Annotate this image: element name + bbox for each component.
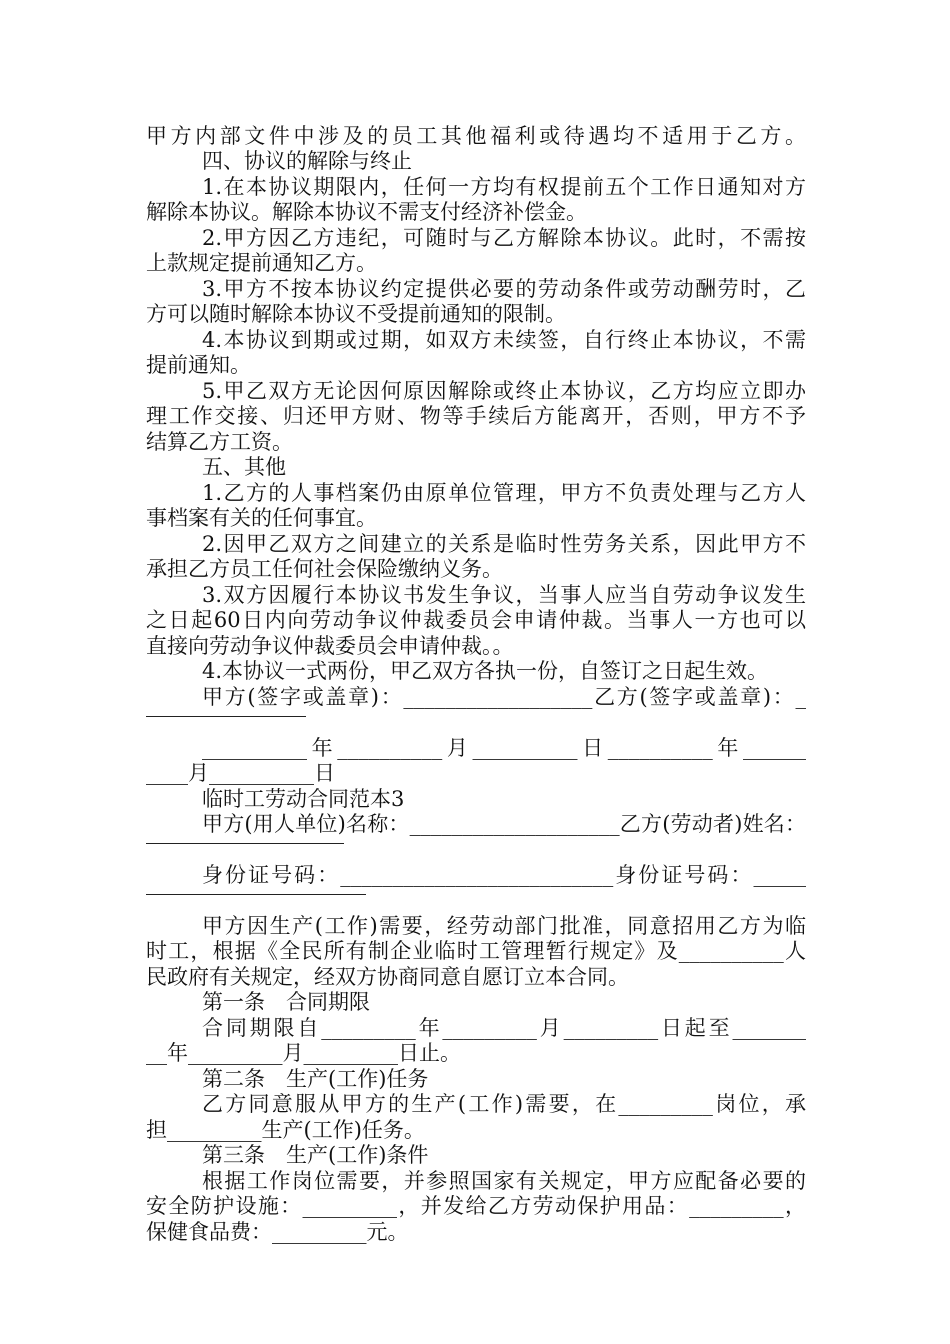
paragraph-line: 3.甲方不按本协议约定提供必要的劳动条件或劳动酬劳时，乙: [202, 277, 806, 301]
paragraph-line: 乙方同意服从甲方的生产(工作)需要，在_________岗位，承: [202, 1092, 806, 1116]
paragraph-line: 根据工作岗位需要，并参照国家有关规定，甲方应配备必要的: [202, 1169, 806, 1193]
article-heading: 第一条 合同期限: [202, 990, 370, 1014]
paragraph-line: 4.本协议到期或过期，如双方未续签，自行终止本协议，不需: [202, 328, 806, 352]
section-heading: 五、其他: [202, 455, 286, 479]
paragraph-line: 事档案有关的任何事宜。: [146, 506, 377, 530]
paragraph-line: 方可以随时解除本协议不受提前通知的限制。: [146, 302, 566, 326]
paragraph-line: 承担乙方员工任何社会保险缴纳义务。: [146, 557, 503, 581]
name-blank: [146, 843, 344, 844]
id-number-line: 身份证号码：__________________________身份证号码：_____: [202, 863, 806, 887]
paragraph-line: __年_________月_________日止。: [146, 1041, 461, 1065]
paragraph-line: 5.甲乙双方无论因何原因解除或终止本协议，乙方均应立即办: [202, 379, 806, 403]
article-heading: 第三条 生产(工作)条件: [202, 1143, 429, 1167]
paragraph-line: 合同期限自_________年_________月_________日起至_______: [202, 1016, 806, 1040]
paragraph-line: 2.甲方因乙方违纪，可随时与乙方解除本协议。此时，不需按: [202, 226, 806, 250]
section-heading: 四、协议的解除与终止: [202, 149, 412, 173]
paragraph-line: 上款规定提前通知乙方。: [146, 251, 377, 275]
paragraph-line: 1.在本协议期限内，任何一方均有权提前五个工作日通知对方: [202, 175, 806, 199]
id-number-blank: [146, 894, 366, 895]
signature-blank: [146, 716, 306, 717]
paragraph-line: 1.乙方的人事档案仍由原单位管理，甲方不负责处理与乙方人: [202, 481, 806, 505]
paragraph-line: 2.因甲乙双方之间建立的关系是临时性劳务关系，因此甲方不: [202, 532, 806, 556]
paragraph-line: 提前通知。: [146, 353, 251, 377]
date-line: __________年__________月__________日__________年______: [202, 736, 806, 760]
paragraph-line: 之日起60日内向劳动争议仲裁委员会申请仲裁。当事人一方也可以: [146, 608, 806, 632]
paragraph-line: 民政府有关规定，经双方协商同意自愿订立本合同。: [146, 965, 629, 989]
signature-line: 甲方(签字或盖章)：__________________乙方(签字或盖章)：_: [202, 685, 806, 709]
paragraph-line: 安全防护设施：_________，并发给乙方劳动保护用品：_________，: [146, 1194, 806, 1218]
date-line: ____月__________日: [146, 761, 335, 785]
article-heading: 第二条 生产(工作)任务: [202, 1067, 429, 1091]
paragraph-line: 3.双方因履行本协议书发生争议，当事人应当自劳动争议发生: [202, 583, 806, 607]
paragraph-line: 理工作交接、归还甲方财、物等手续后方能离开，否则，甲方不予: [146, 404, 806, 428]
paragraph-line: 直接向劳动争议仲裁委员会申请仲裁。。: [146, 634, 514, 658]
paragraph-line: 甲方内部文件中涉及的员工其他福利或待遇均不适用于乙方。: [146, 124, 806, 148]
document-title: 临时工劳动合同范本3: [202, 787, 405, 811]
paragraph-line: 保健食品费：_________元。: [146, 1220, 409, 1244]
paragraph-line: 时工，根据《全民所有制企业临时工管理暂行规定》及__________人: [146, 939, 806, 963]
party-names-line: 甲方(用人单位)名称：____________________乙方(劳动者)姓名：: [202, 812, 806, 836]
paragraph-line: 结算乙方工资。: [146, 430, 293, 454]
paragraph-line: 担_________生产(工作)任务。: [146, 1118, 425, 1142]
paragraph-line: 甲方因生产(工作)需要，经劳动部门批准，同意招用乙方为临: [202, 914, 806, 938]
paragraph-line: 解除本协议。解除本协议不需支付经济补偿金。: [146, 200, 587, 224]
paragraph-line: 4.本协议一式两份，甲乙双方各执一份，自签订之日起生效。: [202, 659, 769, 683]
